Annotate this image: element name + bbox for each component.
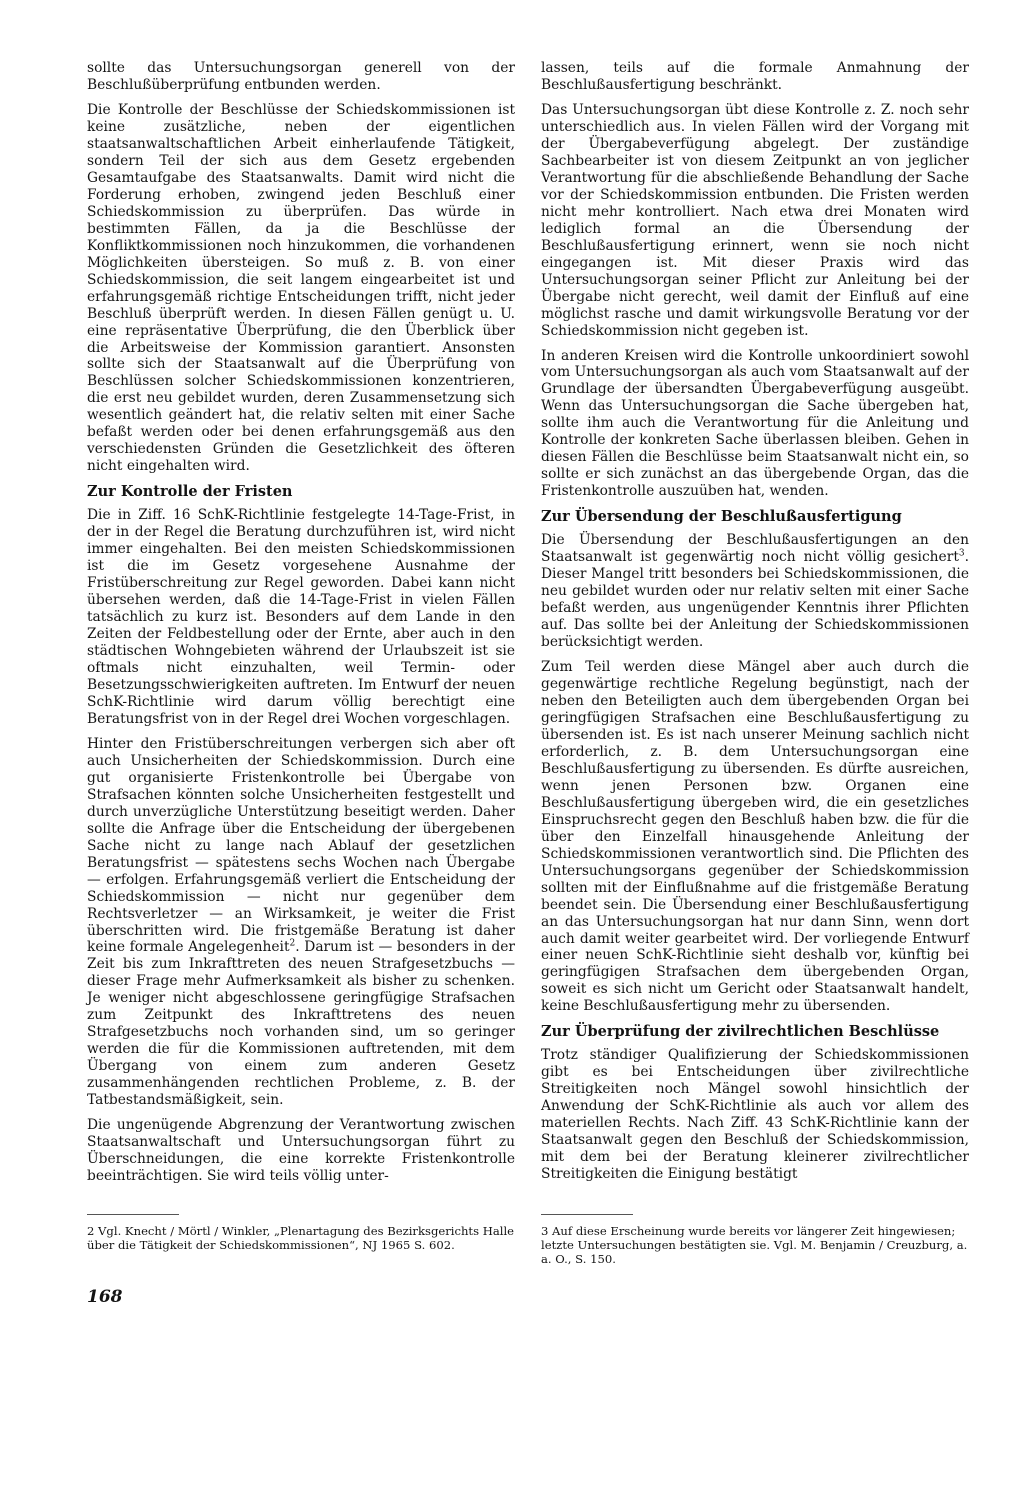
paragraph-text: Die Übersendung der Beschlußausfertigungen an den Staatsanwalt ist gegenwärtig noch nicht völlig gesichert bbox=[541, 532, 969, 566]
paragraph: Die Kontrolle der Beschlüsse der Schiedskommissionen ist keine zusätzliche, neben der eigentlichen staatsanwaltschaftlichen Arbeit einherlaufende Tätigkeit, sondern Teil der sich aus dem Gesetz ergebenden Gesamtaufgabe des Staatsanwalts. Damit wird nicht die Forderung erhoben, zwingend jeden Beschluß einer Schiedskommission zu überprüfen. Das würde in bestimmten Fällen, da ja die Beschlüsse der Konfliktkommissionen noch hinzukommen, die vorhandenen Möglichkeiten übersteigen. So muß z. B. von einer Schiedskommission, die seit langem eingearbeitet ist und erfahrungsgemäß richtige Entscheidungen trifft, nicht jeder Beschluß überprüft werden. In diesen Fällen genügt u. U. eine repräsentative Überprüfung, die den Überblick über die Arbeitsweise der Kommission garantiert. Ansonsten sollte sich der Staatsanwalt auf die Überprüfung von Beschlüssen solcher Schiedskommissionen konzentrieren, die erst neu gebildet wurden, deren Zusammensetzung sich wesentlich geändert hat, die relativ selten mit einer Sache befaßt werden oder bei denen erfahrungsgemäß aus den verschiedensten Gründen die Gesetzlichkeit des öfteren nicht eingehalten wird. bbox=[87, 101, 515, 475]
paragraph-text: . Darum ist — besonders in der Zeit bis zum Inkrafttreten des neuen Strafgesetzbuchs — dieser Frage mehr Aufmerksamkeit als bisher zu schenken. Je weniger nicht abgeschlossene geringfügige Strafsachen zum Zeitpunkt des Inkrafttretens des neuen Strafgesetzbuchs noch vorhanden sind, um so geringer werden die für die Kommissionen auftretenden, mit dem Übergang von einem zum anderen Gesetz zusammenhängenden rechtlichen Probleme, z. B. der Tatbestandsmäßigkeit, sein. bbox=[87, 939, 516, 1109]
right-column bbox=[541, 60, 969, 1212]
section-heading: Zur Überprüfung der zivilrechtlichen Beschlüsse bbox=[541, 1023, 940, 1041]
section-heading: Zur Übersendung der Beschlußausfertigung bbox=[541, 508, 902, 526]
footnote: 2 Vgl. Knecht / Mörtl / Winkler, „Plenartagung des Bezirksgerichts Halle über die Tätigkeit der Schiedskommissionen“, NJ 1965 S. 602. bbox=[87, 1224, 515, 1252]
footnote-marker: 3 bbox=[958, 548, 965, 559]
paragraph: sollte das Untersuchungsorgan generell von der Beschlußüberprüfung entbunden werden. bbox=[87, 60, 515, 93]
section-heading: Zur Kontrolle der Fristen bbox=[87, 483, 293, 501]
page-number: 168 bbox=[87, 1287, 123, 1307]
paragraph: Zum Teil werden diese Mängel aber auch durch die gegenwärtige rechtliche Regelung begünstigt, nach der neben den Beteiligten auch dem übergebenden Organ bei geringfügigen Strafsachen eine Beschlußausfertigung zu übersenden ist. Es ist nach unserer Meinung sachlich nicht erforderlich, z. B. dem Untersuchungsorgan eine Beschlußausfertigung zu übersenden. Es dürfte ausreichen, wenn jenen Personen bzw. Organen eine Beschlußausfertigung übergeben wird, die ein gesetzliches Einspruchsrecht gegen den Beschluß haben bzw. die für die über den Einzelfall hinausgehende Anleitung der Schiedskommissionen verantwortlich sind. Die Pflichten des Untersuchungsorgans gegenüber der Schiedskommission sollten mit der Einflußnahme auf die fristgemäße Beratung beendet sein. Die Übersendung einer Beschlußausfertigung an das Untersuchungsorgan hat nur dann Sinn, wenn dort auch damit weiter gearbeitet wird. Der vorliegende Entwurf einer neuen SchK-Richtlinie sieht deshalb vor, künftig bei geringfügigen Strafsachen dem übergebenden Organ, soweit es sich nicht um Gericht oder Staatsanwalt handelt, keine Beschlußausfertigung mehr zu übersenden. bbox=[541, 659, 969, 1015]
paragraph-text: . Dieser Mangel tritt besonders bei Schiedskommissionen, die neu gebildet wurden oder nur relativ selten mit einer Sache befaßt werden, aus ungenügender Kenntnis ihrer Pflichten auf. Das sollte bei der Anleitung der Schiedskommissionen berücksichtigt werden. bbox=[541, 549, 969, 651]
footnote-divider bbox=[87, 1214, 179, 1215]
paragraph bbox=[87, 736, 515, 1109]
paragraph: Die ungenügende Abgrenzung der Verantwortung zwischen Staatsanwaltschaft und Untersuchungsorgan führt zu Überschneidungen, die eine korrekte Fristenkontrolle beeinträchtigen. Sie wird teils völlig unter- bbox=[87, 1117, 515, 1185]
paragraph: Trotz ständiger Qualifizierung der Schiedskommissionen gibt es bei Entscheidungen über zivilrechtliche Streitigkeiten noch Mängel sowohl hinsichtlich der Anwendung der SchK-Richtlinie als auch vor allem des materiellen Rechts. Nach Ziff. 43 SchK-Richtlinie kann der Staatsanwalt gegen den Beschluß der Schiedskommission, mit dem bei der Beratung kleinerer zivilrechtlicher Streitigkeiten die Einigung bestätigt bbox=[541, 1047, 969, 1183]
footnote: 3 Auf diese Erscheinung wurde bereits vor längerer Zeit hingewiesen; letzte Untersuchungen bestätigten sie. Vgl. M. Benjamin / Creuzburg, a. a. O., S. 150. bbox=[541, 1224, 968, 1266]
footnote-divider bbox=[541, 1214, 633, 1215]
paragraph-text: Hinter den Fristüberschreitungen verbergen sich aber oft auch Unsicherheiten der Schiedskommission. Durch eine gut organisierte Fristenkontrolle bei Übergabe von Strafsachen könnten solche Unsicherheiten festgestellt und durch unverzügliche Unterstützung beseitigt werden. Daher sollte die Anfrage über die Entscheidung der übergebenen Sache nicht zu lange nach Ablauf der gesetzlichen Beratungsfrist — spätestens sechs Wochen nach Übergabe — erfolgen. Erfahrungsgemäß verliert die Entscheidung der Schiedskommission — nicht nur gegenüber dem Rechtsverletzer — an Wirksamkeit, je weiter die Frist überschritten wird. Die fristgemäße Beratung ist daher keine formale Angelegenheit bbox=[87, 735, 515, 956]
footnote-marker: 2 bbox=[289, 938, 296, 949]
paragraph: lassen, teils auf die formale Anmahnung der Beschlußausfertigung beschränkt. bbox=[541, 60, 969, 93]
paragraph: Die in Ziff. 16 SchK-Richtlinie festgelegte 14-Tage-Frist, in der in der Regel die Beratung durchzuführen ist, wird nicht immer eingehalten. Bei den meisten Schiedskommissionen ist die im Gesetz vorgesehene Ausnahme der Fristüberschreitung zur Regel geworden. Dabei kann nicht übersehen werden, daß die 14-Tage-Frist in vielen Fällen tatsächlich zu kurz ist. Besonders auf dem Lande in den Zeiten der Feldbestellung oder der Ernte, aber auch in den städtischen Wohngebieten während der Urlaubszeit ist sie oftmals nicht einzuhalten, weil Termin- oder Besetzungsschwierigkeiten auftreten. Im Entwurf der neuen SchK-Richtlinie wird darum völlig berechtigt eine Beratungsfrist von in der Regel drei Wochen vorgeschlagen. bbox=[87, 507, 515, 727]
paragraph: In anderen Kreisen wird die Kontrolle unkoordiniert sowohl vom Untersuchungsorgan als auch vom Staatsanwalt auf der Grundlage der übersandten Übergabeverfügung ausgeübt. Wenn das Untersuchungsorgan die Sache übergeben hat, sollte ihm auch die Verantwortung für die Anleitung und Kontrolle der konkreten Sache überlassen bleiben. Gehen in diesen Fällen die Beschlüsse beim Staatsanwalt nicht ein, so sollte er sich zunächst an das übergebende Organ, das die Fristenkontrolle auszuüben hat, wenden. bbox=[541, 347, 969, 500]
paragraph bbox=[541, 532, 969, 651]
left-column bbox=[87, 60, 515, 1212]
paragraph: Das Untersuchungsorgan übt diese Kontrolle z. Z. noch sehr unterschiedlich aus. In vielen Fällen wird der Vorgang mit der Übergabeverfügung abgelegt. Der zuständige Sachbearbeiter ist von diesem Zeitpunkt an von jeglicher Verantwortung für die abschließende Behandlung der Sache vor der Schiedskommission entbunden. Die Fristen werden nicht mehr kontrolliert. Nach etwa drei Monaten wird lediglich formal an die Übersendung der Beschlußausfertigung erinnert, wenn sie noch nicht eingegangen ist. Mit dieser Praxis wird das Untersuchungsorgan seiner Pflicht zur Anleitung bei der Übergabe nicht gerecht, weil damit der Einfluß auf eine möglichst rasche und damit wirkungsvolle Beratung vor der Schiedskommission nicht gegeben ist. bbox=[541, 101, 969, 339]
